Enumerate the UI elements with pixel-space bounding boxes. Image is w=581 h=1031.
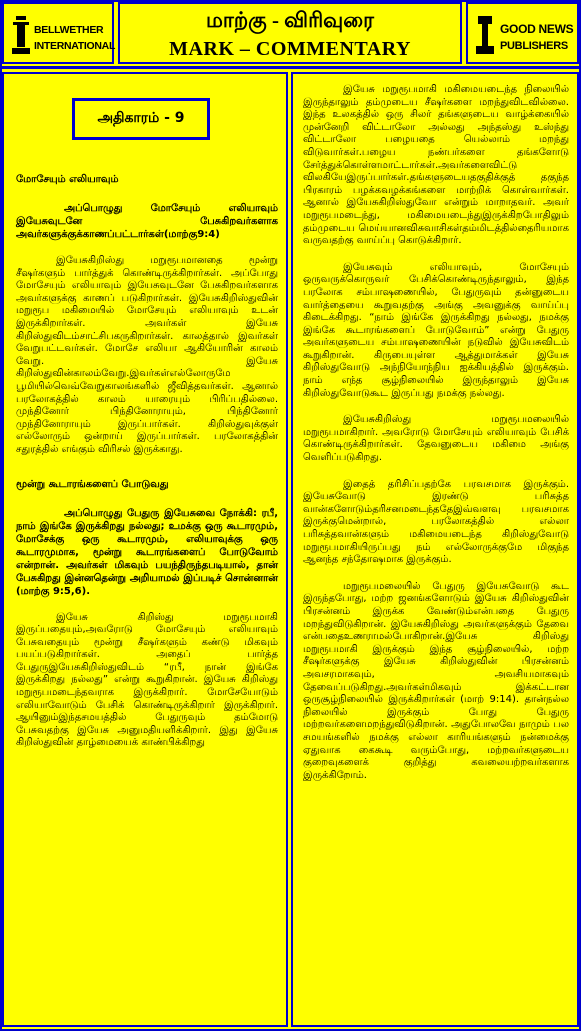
good-news-emblem-icon — [474, 14, 496, 56]
right-logo-line1: GOOD NEWS — [500, 22, 574, 36]
right-logo-line2: PUBLISHERS — [500, 40, 568, 52]
paragraph-moses-elijah: இயேசுகிறிஸ்து மறுரூபமானதை மூன்று சீஷர்களும் பார்த்துக் கொண்டிருக்கிறார்கள். அப்போது மோசேயும் எலியாவும் இயேசுவுடனே பேசுகிறவர்களாக அவர்களுக்கு காணப் படுகிறார்கள். இயேசுகிறிஸ்துவின் மறுரூப மகிமையில் மோசேயும் எலியாவும் உடன் இருக்கிறார்கள். அவர்கள் இயேசு கிறிஸ்துவிடம்சாட்சிபகருகிறார்கள். காலத்தால் இவர்கள் வேறுபட்டவர்கள். மோசே எலியா ஆகியோரின் காலம் வேறு. இயேசு கிறிஸ்துவின்காலம்வேறு.இவர்கள்எல்லோருமே பூமியில்வெவ்வேறுகாலங்களில் ஜீவித்தவர்கள். ஆனால் பரலோகத்தில் காலம் யாரையும் பிரிப்பதில்லை. முந்தினோர் பிந்தினோராயும், பிந்தினோர் முந்தினோராயும் இருப்பார்கள். கிறிஸ்துவுக்குள் எல்லோரும் ஒன்றாய் இருப்பார்கள். பரலோகத்தின் சதுரத்தில் எங்கும் விரிசல் இருக்காது. — [16, 255, 278, 455]
title-english: MARK – COMMENTARY — [169, 38, 411, 60]
title-box — [118, 2, 462, 64]
left-logo-line2: INTERNATIONAL — [34, 40, 116, 52]
left-logo-box — [2, 2, 114, 64]
paragraph-right-1: இயேசு மறுரூபமாகி மகிமையடைந்த நிலையில் இருந்தாலும் தம்முடைய சீஷர்களை மறந்துவிடவில்லை. இந்த உலகத்தில் ஒரு சிலர் தங்களுடைய வாழ்க்கையில் முன்னேறி விட்டாலோ அல்லது அந்தஸ்து உஸ்ந்து விட்டாலோ பழையதை யெல்லாம் மறந்து விடுவார்கள்.பழைய நண்பர்களை தங்களோடு சேர்த்துக்கொள்ளமாட்டார்கள்.அவர்களைவிட்டு விலகியேஇருப்பார்கள்.தங்களுடையதகுதிக்குத் தகுந்த பிரகாரம் பழக்கவழக்கங்களை மாற்றிக் கொள்வார்கள். ஆனால் இயேசுகிறிஸ்துவோ என்றும் மாறாதவர். அவர் மறுரூபமடைந்து, மகிமையடைந்துஇருக்கிறபோதிலும் தம்முடைய மெய்யானவிசுவாசிகள்தம்மிடத்தில்தைரியமாக வருவதற்கு வாய்ப்பு கொடுக்கிறார். — [303, 84, 569, 247]
paragraph-right-3: இயேசுகிறிஸ்து மறுரூபமலையில் மறுரூபமாகிறார். அவரோடு மோசேயும் எலியாவும் பேசிக் கொண்டிருக்கிறார்கள். தேவனுடைய மகிமை அங்கு வெளிப்படுகிறது. — [303, 414, 569, 464]
title-tamil: மாற்கு - விரிவுரை — [205, 8, 375, 32]
scripture-quote-2: அப்பொழுது பேதுரு இயேசுவை நோக்கி: ரபீ, நாம் இங்கே இருக்கிறது நல்லது; உமக்கு ஒரு கூடாரமும், மோசேக்கு ஒரு கூடாரமும், எலியாவுக்கு ஒரு கூடாரமுமாக, மூன்று கூடாரங்களைப் போடுவோம் என்றான். அவர்கள் மிகவும் பயந்திருந்தபடியால், தான் பேசுகிறது இன்னதென்று அறியாமல் இப்படிச் சொன்னான் (மாற்கு 9:5,6). — [16, 507, 278, 597]
page-header — [0, 0, 581, 68]
chapter-heading: அதிகாரம் - 9 — [72, 98, 210, 140]
section-title-three-tents: மூன்று கூடாரங்களைப் போடுவது — [16, 478, 169, 490]
paragraph-right-4: இதைத் தரிசிப்பதற்கே பரவசமாக இருக்கும். இயேசுவோடு இரண்டு பரிசுத்த வான்களோடும்தரிசனமடைந்ததேஇவ்வளவு பரவசமாக இருக்குமென்றால், பரலோகத்தில் எல்லா பரிசுத்தவான்களும் மகிமையடைந்த கிறிஸ்துவோடு மறுரூபமாகியிருப்பது நம் எல்லோருக்குமே மிகுந்த ஆனந்த சந்தோஷமாக இருக்கும். — [303, 478, 569, 566]
bellwether-emblem-icon — [10, 14, 32, 56]
right-column — [291, 72, 579, 1027]
good-news-logo — [474, 10, 574, 60]
left-column — [2, 72, 288, 1027]
paragraph-three-tents: இயேசு கிறிஸ்து மறுரூபமாகி இருப்பதையும்,அவரோடு மோசேயும் எலியாவும் பேசுவதையும் மூன்று சீஷர்களும் கண்டு மிகவும் பயப்படுகிறார்கள். அதைப் பார்த்த பேதுருஇயேசுகிறிஸ்துவிடம் “ரபீ, நான் இங்கே இருக்கிறது நல்லது” என்று கூறுகிறான். இயேசு கிறிஸ்து மறுரூபமடைந்தவராக இருக்கிறார். மோசேயோடும் எலியாவோடும் பேசிக் கொண்டிருக்கிறார் இருக்கிறார். ஆயினும்இந்தசமயத்தில் பேதுருவும் தம்மோடு பேசுவதற்கு இயேசு அனுமதியளிக்கிறார். இது இயேசு கிறிஸ்துவின் தாழ்மையைக் காண்பிக்கிறது — [16, 611, 278, 749]
paragraph-right-2: இயேசுவும் எலியாவும், மோசேயும் ஒருவருக்கொருவர் பேசிக்கொண்டிருந்தாலும், இந்த பரலோக சம்பாஷணையில், பேதுருவும் தன்னுடைய வார்த்தையை கூறுவதற்கு அங்கு அவனுக்கு வாய்ப்பு கிடைக்கிறது. “நாம் இங்கே இருக்கிறது நல்லது, நமக்கு இங்கே கூடாரங்களைப் போடுவோம்” என்று பேதுரு அவர்களுடைய சம்பாஷணையின் நடுவில் இயேசுவிடம் கூறுகிறான். கிருபையுள்ள ஆத்துமாக்கள் இயேசு கிறிஸ்துவோடு அந்நியோந்நிய ஐக்கியத்தில் இருக்கும். நாம் எந்த சூழ்நிலையில் இருந்தாலும் இயேசு கிறிஸ்துவோடுகூட இருப்பது நமக்கு நல்லது. — [303, 261, 569, 399]
section-title-moses-elijah: மோசேயும் எலியாவும் — [16, 174, 119, 185]
paragraph-right-5: மறுரூபமலையில் பேதுரு இயேசுவோடு கூட இருந்தபோது, மற்ற ஜனங்களோடும் இயேசு கிறிஸ்துவின் பிரசன்னம் இருக்க வேண்டும்என்பதை பேதுரு மறந்துவிடுகிறான். இயேசுகிறிஸ்து அவர்களுக்கும் தேவை என்பதைஉணராமல்போகிறான்.இயேசு கிறிஸ்து மறுரூபமாகி இருக்கும் இந்த சூழ்நிலையில், மற்ற சீஷர்களுக்கு இயேசு கிறிஸ்துவின் பிரசன்னம் அவசரமாகவும், அவசியமாகவும் தேவைப்படுகிறது.அவர்கள்மிகவும் இக்கட்டான ஒருசூழ்நிலையில் இருக்கிறார்கள் (மாற் 9:14). தான்நல்ல நிலையில் இருக்கும் போது பேதுரு மற்றவர்களைமறந்துவிடுகிறான். அதுபோலவே நாமும் பல சமயங்களில் நமக்கு எல்லா காரியங்களும் நன்மைக்கு ஏதுவாக கைகூடி வரும்போது, மற்றவர்களுடைய குறைவுகளைக் குறித்து கவலையற்றவர்களாக இருக்கிறோம். — [303, 580, 569, 781]
right-logo-box — [466, 2, 579, 64]
bellwether-logo — [10, 10, 116, 60]
scripture-quote-1: அப்பொழுது மோசேயும் எலியாவும் இயேசுவுடனே பேசுகிறவர்களாக அவர்களுக்குக்காணப்பட்டார்கள்(மாற்கு9:4) — [16, 203, 278, 240]
header-divider — [0, 66, 581, 69]
left-logo-line1: BELLWETHER — [34, 24, 104, 36]
